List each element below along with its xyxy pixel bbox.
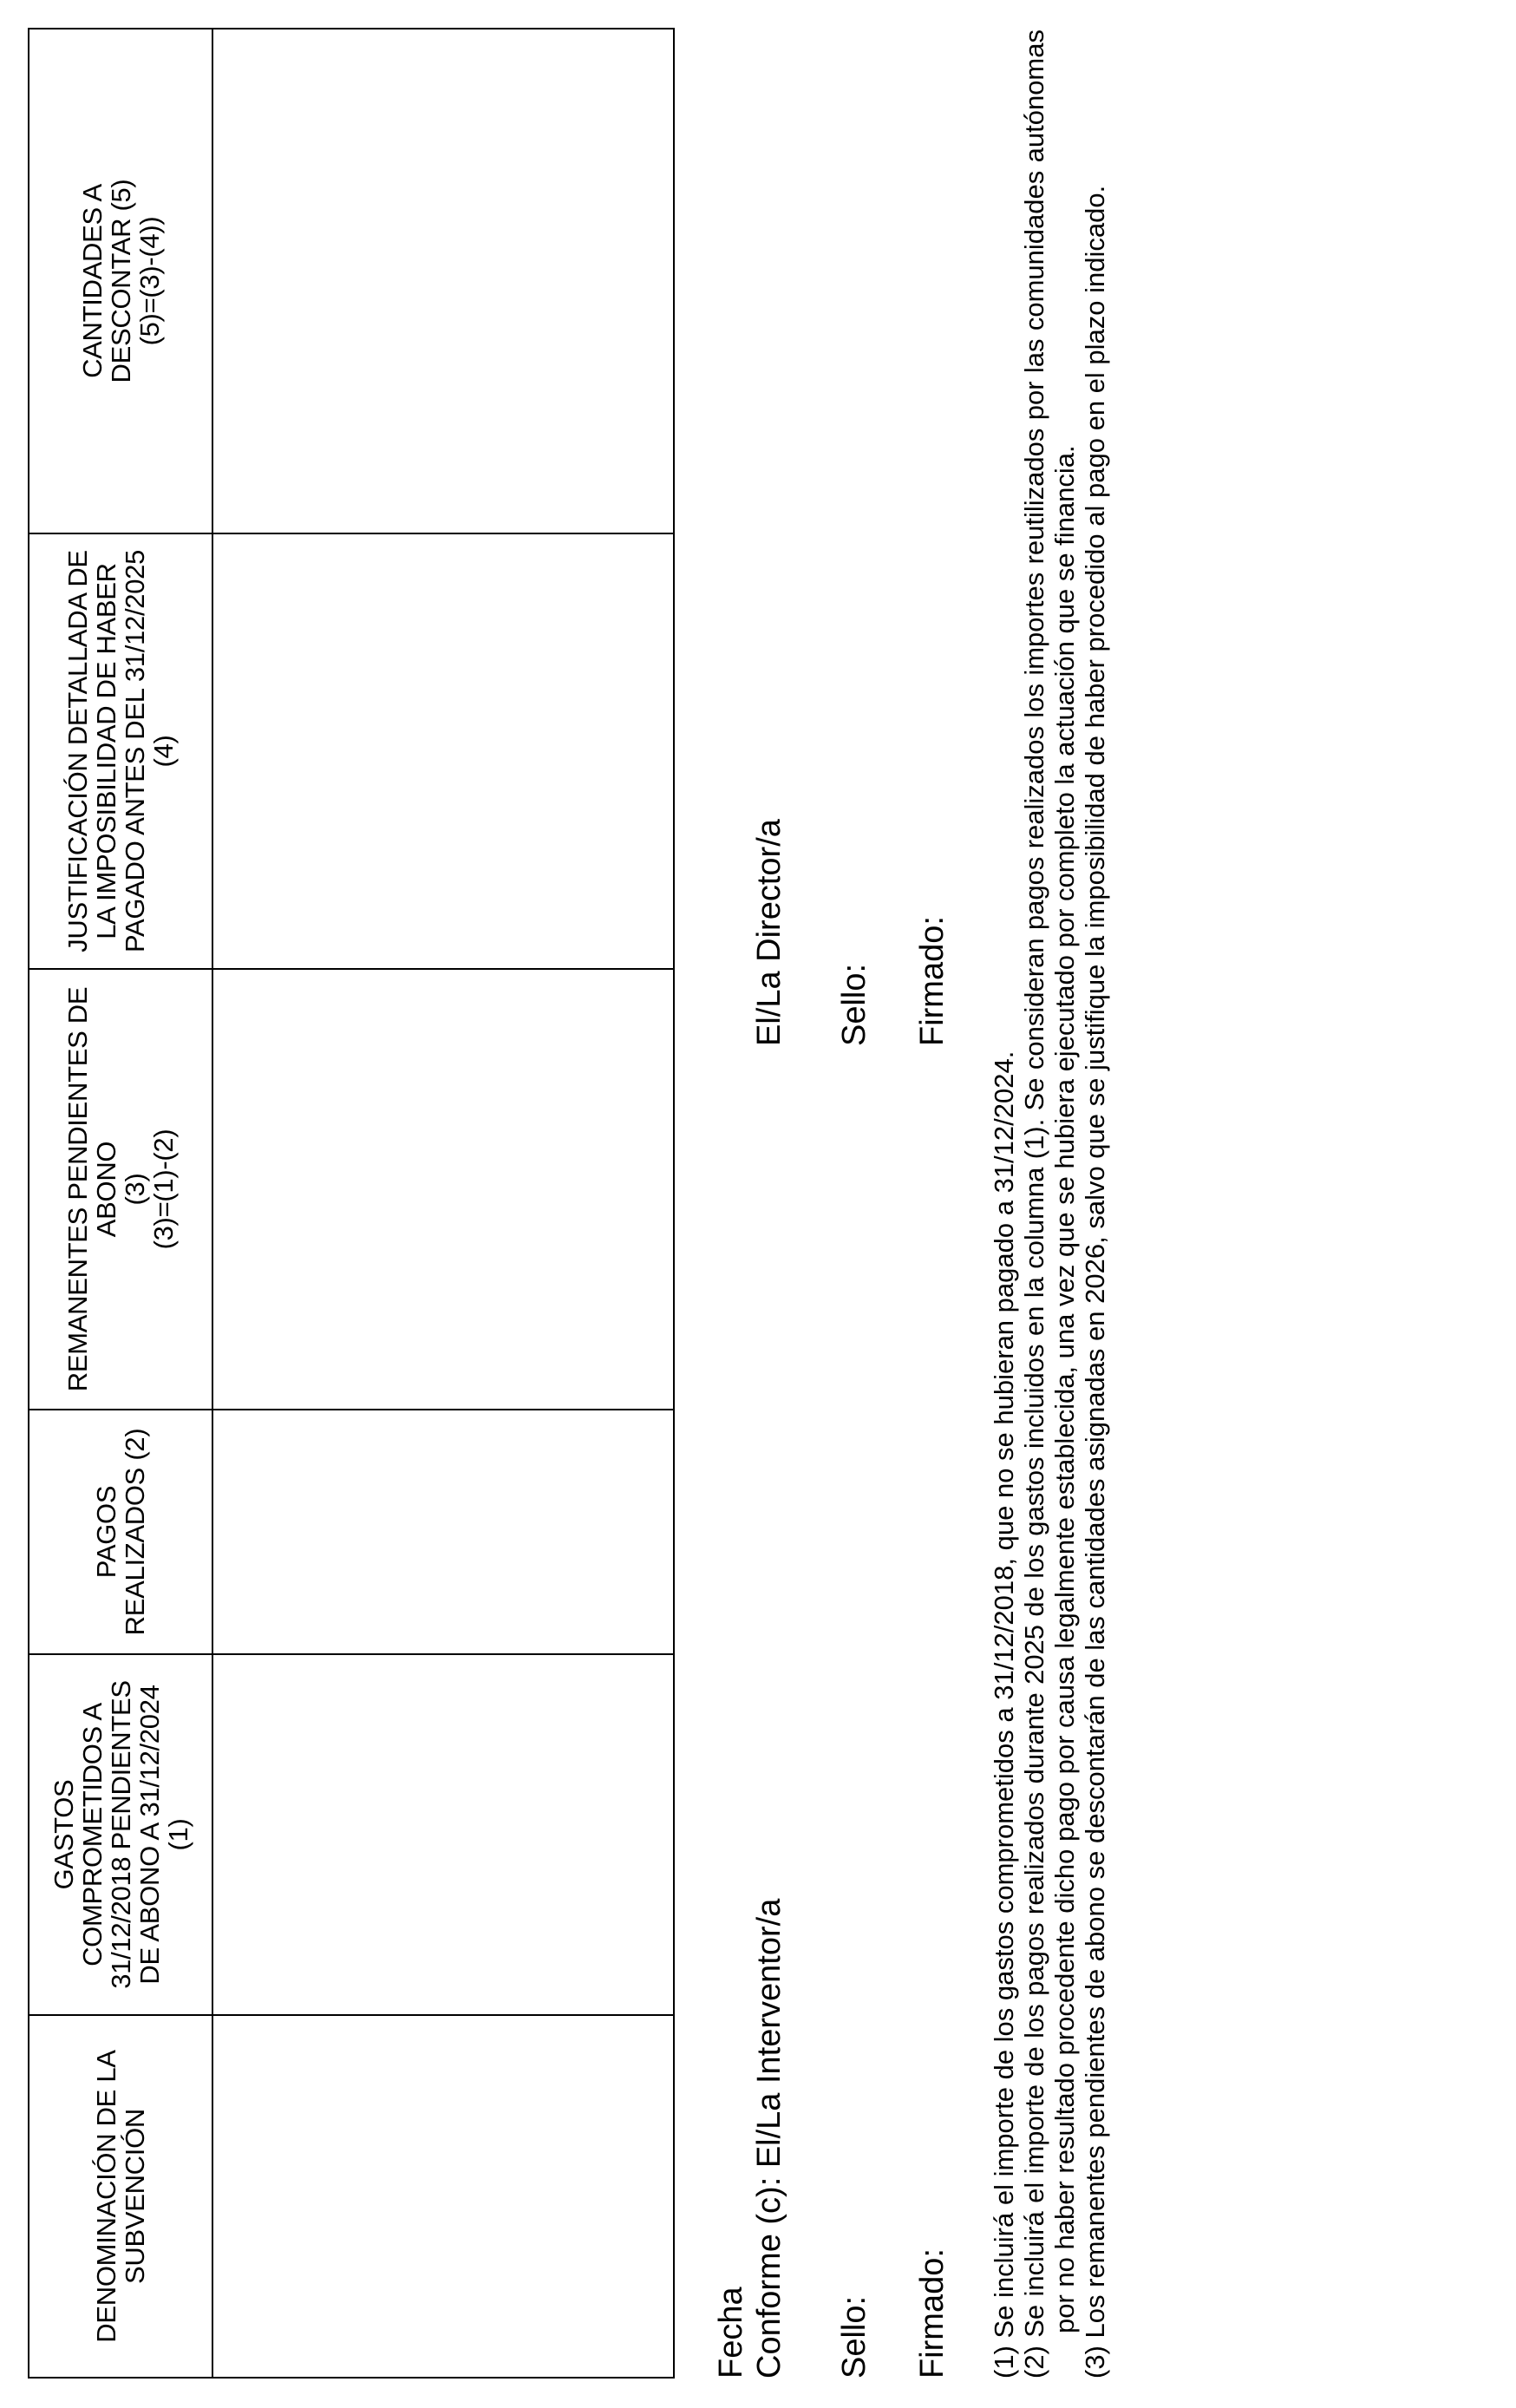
cell-cantidades-descontar[interactable] xyxy=(212,29,674,533)
header-remanentes xyxy=(29,969,212,1410)
table-header-row xyxy=(29,29,212,2378)
header-line: (1) xyxy=(162,1818,193,1851)
signature-block xyxy=(711,29,963,2379)
fecha-label: Fecha xyxy=(713,2287,749,2379)
header-line: DESCONTAR (5) xyxy=(105,179,136,383)
director-label: El/La Director/a xyxy=(751,819,787,1046)
header-cantidades-descontar xyxy=(29,29,212,533)
header-line: LA IMPOSIBILIDAD DE HABER xyxy=(91,563,121,939)
header-line: REALIZADOS (2) xyxy=(120,1428,150,1636)
header-line: PAGOS xyxy=(91,1485,121,1579)
firmado-right-label: Firmado: xyxy=(914,916,951,1046)
header-line: 31/12/2018 PENDIENTES xyxy=(105,1680,136,1989)
footnote-1: (1) Se incluirá el importe de los gastos comprometidos a 31/12/2018, que no se hubieran pagado a 31/12/2024. xyxy=(989,1050,1019,2379)
header-line: (3)=(1)-(2) xyxy=(148,1129,179,1250)
conforme-interventor-label: Conforme (c): El/La Interventor/a xyxy=(751,1898,787,2379)
header-line: DENOMINACIÓN DE LA SUBVENCIÓN xyxy=(91,2050,150,2343)
header-justificacion xyxy=(29,533,212,969)
cell-remanentes[interactable] xyxy=(212,969,674,1410)
cell-denominacion[interactable] xyxy=(212,2015,674,2378)
sello-right-label: Sello: xyxy=(836,963,872,1046)
header-denominacion xyxy=(29,2015,212,2378)
header-line: GASTOS xyxy=(48,1779,79,1890)
header-line: REMANENTES PENDIENTES DE xyxy=(62,986,93,1392)
header-line: CANTIDADES A xyxy=(76,184,108,378)
header-line: (5)=(3)-(4)) xyxy=(134,216,165,346)
header-line: DE ABONO A 31/12/2024 xyxy=(134,1685,165,1985)
header-line: (4) xyxy=(148,735,179,768)
footnote-2: (2) Se incluirá el importe de los pagos realizados durante 2025 de los gastos incluidos en la columna (1). Se consideran pagos realizados los importes reutilizados por las comunidades autónomas por no haber resultado procedente dicho pago por causa legalmente establecida, una vez que se hubiera ejecutado por completo la actuación que se financia. xyxy=(1019,29,1080,2379)
table-row xyxy=(212,29,674,2378)
header-line: (3) xyxy=(120,1173,150,1206)
cell-justificacion[interactable] xyxy=(212,533,674,969)
sello-left-label: Sello: xyxy=(836,2295,872,2379)
footnote-3: (3) Los remanentes pendientes de abono se descontarán de las cantidades asignadas en 2026, salvo que se justifique la imposibilidad de haber procedido al pago en el plazo indicado. xyxy=(1080,185,1110,2379)
header-line: ABONO xyxy=(91,1141,121,1238)
subsidy-table xyxy=(28,28,675,2379)
header-line: PAGADO ANTES DEL 31/12/2025 xyxy=(120,549,150,953)
cell-pagos-realizados[interactable] xyxy=(212,1410,674,1654)
header-line: COMPROMETIDOS A xyxy=(76,1703,108,1966)
header-line: JUSTIFICACIÓN DETALLADA DE xyxy=(62,550,93,952)
header-gastos-comprometidos xyxy=(29,1654,212,2015)
firmado-left-label: Firmado: xyxy=(914,2248,951,2379)
footnotes xyxy=(989,29,1110,2379)
header-pagos-realizados xyxy=(29,1410,212,1654)
cell-gastos-comprometidos[interactable] xyxy=(212,1654,674,2015)
